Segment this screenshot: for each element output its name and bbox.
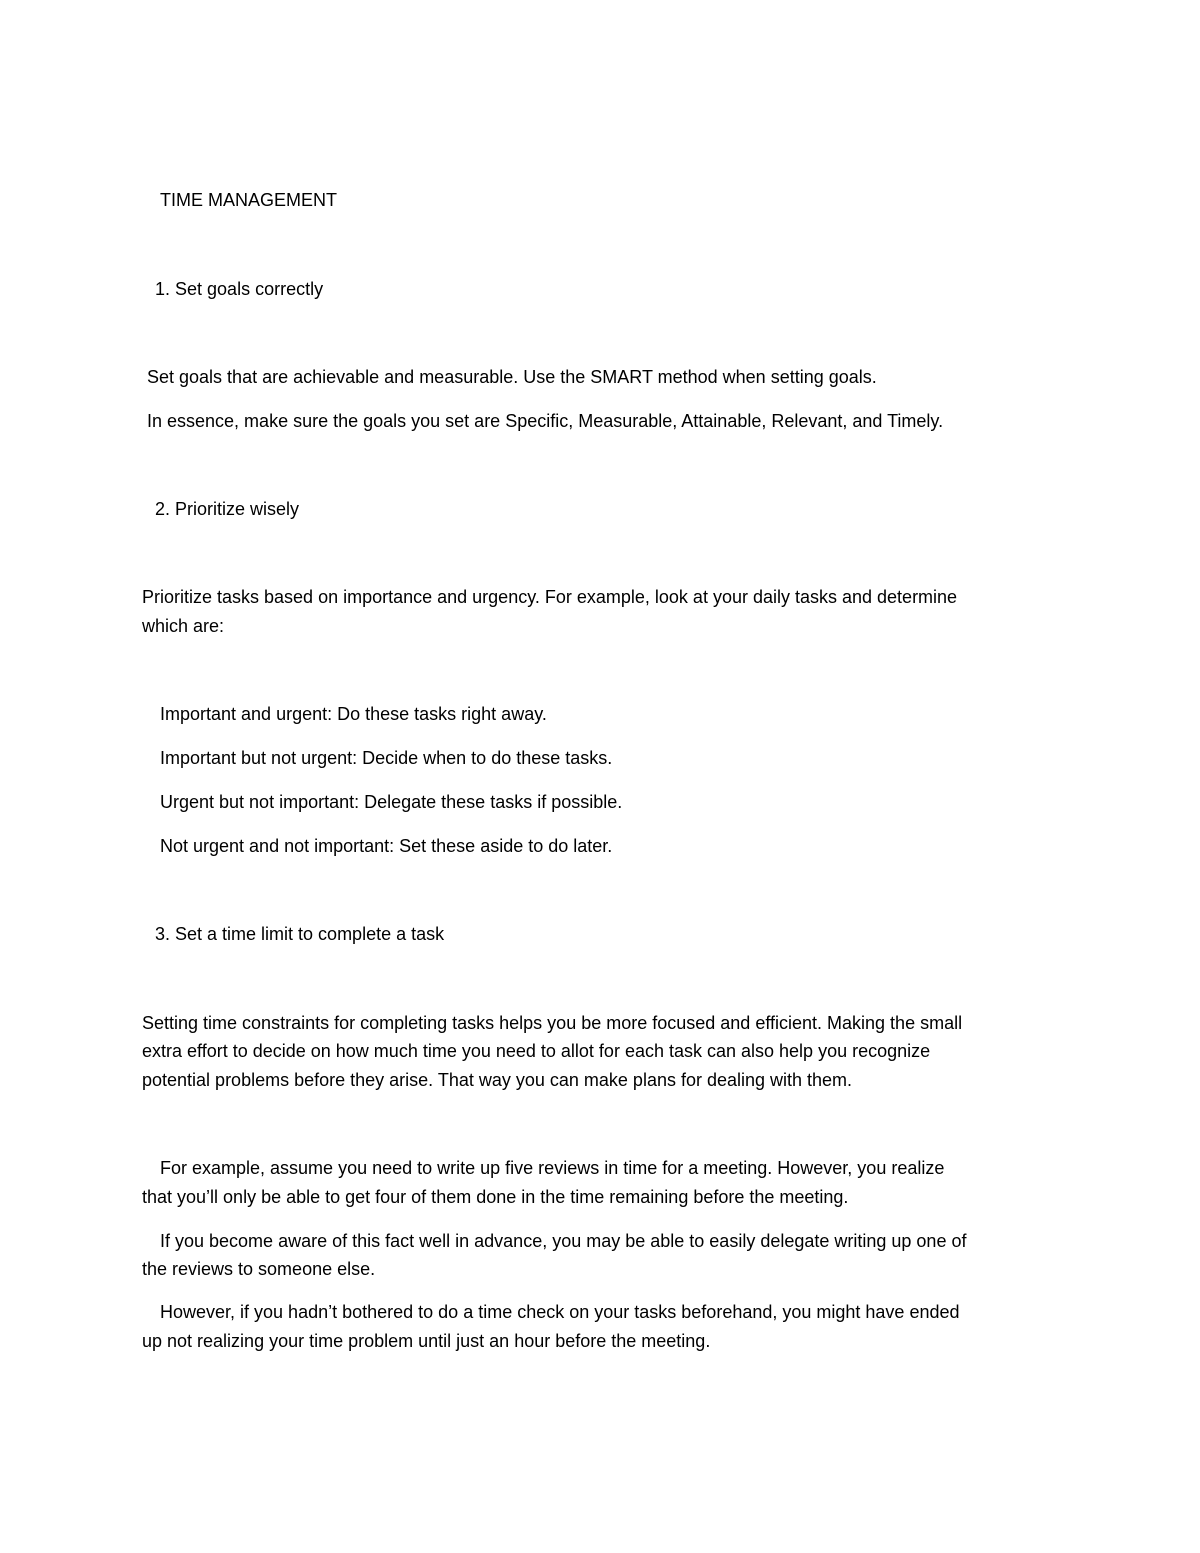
priority-item: Not urgent and not important: Set these aside to do later.	[160, 836, 613, 856]
section-3-paragraph-line: However, if you hadn’t bothered to do a time check on your tasks beforehand, you might have ended	[160, 1302, 960, 1322]
section-3-paragraph-line: Setting time constraints for completing tasks helps you be more focused and efficient. Making the small	[142, 1013, 963, 1033]
section-2-paragraph-line-2: which are:	[142, 616, 225, 636]
document-title: TIME MANAGEMENT	[160, 190, 338, 210]
section-3-paragraph-line: For example, assume you need to write up five reviews in time for a meeting. However, you realize	[160, 1158, 945, 1178]
section-3-paragraph-line: extra effort to decide on how much time you need to allot for each task can also help you recognize	[142, 1041, 931, 1061]
priority-item: Important but not urgent: Decide when to do these tasks.	[160, 748, 613, 768]
priority-item: Urgent but not important: Delegate these tasks if possible.	[160, 792, 623, 812]
section-3-heading: 3. Set a time limit to complete a task	[155, 924, 445, 944]
section-3-paragraph-line: that you’ll only be able to get four of them done in the time remaining before the meeting.	[142, 1187, 849, 1207]
section-3-paragraph-line: the reviews to someone else.	[142, 1259, 376, 1279]
section-3-paragraph-line: potential problems before they arise. That way you can make plans for dealing with them.	[142, 1070, 853, 1090]
section-2-heading: 2. Prioritize wisely	[155, 499, 300, 519]
section-1-paragraph-1: Set goals that are achievable and measurable. Use the SMART method when setting goals.	[147, 367, 877, 387]
section-3-paragraph-line: up not realizing your time problem until just an hour before the meeting.	[142, 1331, 711, 1351]
section-3-paragraph-line: If you become aware of this fact well in advance, you may be able to easily delegate writing up one of	[160, 1231, 967, 1251]
section-1-heading: 1. Set goals correctly	[155, 279, 324, 299]
section-1-paragraph-2: In essence, make sure the goals you set are Specific, Measurable, Attainable, Relevant, and Timely.	[147, 411, 944, 431]
section-2-paragraph-line-1: Prioritize tasks based on importance and urgency. For example, look at your daily tasks and determine	[142, 587, 958, 607]
priority-item: Important and urgent: Do these tasks right away.	[160, 704, 547, 724]
